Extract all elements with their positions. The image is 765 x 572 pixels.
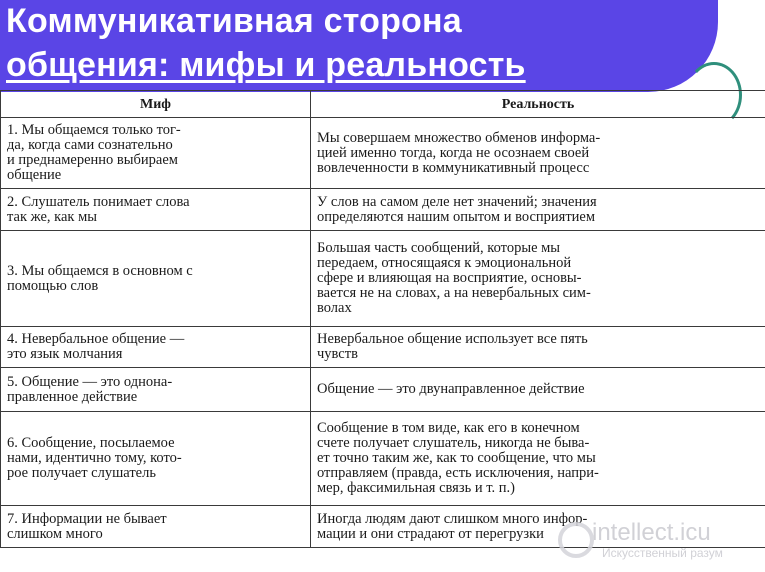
watermark-name: intellect.icu [592, 519, 711, 546]
myth-cell: 1. Мы общаемся только тог- да, когда сами сознательно и преднамеренно выбираем общение [1, 118, 311, 189]
myth-cell: 2. Слушатель понимает слова так же, как мы [1, 189, 311, 231]
page-title-line-2: общения: мифы и реальность [6, 46, 526, 84]
myth-reality-table [0, 90, 765, 548]
column-header-reality: Реальность [311, 91, 765, 118]
table-header-row [1, 91, 765, 118]
reality-cell: Иногда людям дают слишком много инфор- мации и они страдают от перегрузки [311, 506, 765, 548]
table-row [1, 189, 765, 231]
reality-cell: У слов на самом деле нет значений; значения определяются нашим опытом и восприятием [311, 189, 765, 231]
myth-cell: 7. Информации не бывает слишком много [1, 506, 311, 548]
reality-cell: Невербальное общение использует все пять чувств [311, 327, 765, 368]
page-title-line-1: Коммуникативная сторона [6, 2, 462, 40]
table-row [1, 118, 765, 189]
myth-cell: 6. Сообщение, посылаемое нами, идентично тому, кото- рое получает слушатель [1, 412, 311, 506]
reality-cell: Большая часть сообщений, которые мы передаем, относящаяся к эмоциональной сфере и влияющая на восприятие, основы- вается не на словах, а на невербальных сим- волах [311, 231, 765, 327]
table-row [1, 231, 765, 327]
myth-cell: 5. Общение — это однона- правленное действие [1, 368, 311, 412]
title-banner [0, 0, 718, 92]
reality-cell: Сообщение в том виде, как его в конечном счете получает слушатель, никогда не быва- ет точно таким же, как то сообщение, что мы отправляем (правда, есть исключения, напри- мер, факсимильная связь и т. п.) [311, 412, 765, 506]
table-row [1, 327, 765, 368]
column-header-myth: Миф [1, 91, 311, 118]
reality-cell: Мы совершаем множество обменов информа- цией именно тогда, когда не осознаем своей вовлеченности в коммуникативный процесс [311, 118, 765, 189]
watermark [592, 520, 723, 560]
watermark-logo-icon [558, 522, 594, 558]
reality-cell: Общение — это двунаправленное действие [311, 368, 765, 412]
myth-cell: 3. Мы общаемся в основном с помощью слов [1, 231, 311, 327]
myth-cell: 4. Невербальное общение — это язык молчания [1, 327, 311, 368]
watermark-tagline: Искусственный разум [602, 546, 723, 560]
table-row [1, 412, 765, 506]
table-row [1, 368, 765, 412]
